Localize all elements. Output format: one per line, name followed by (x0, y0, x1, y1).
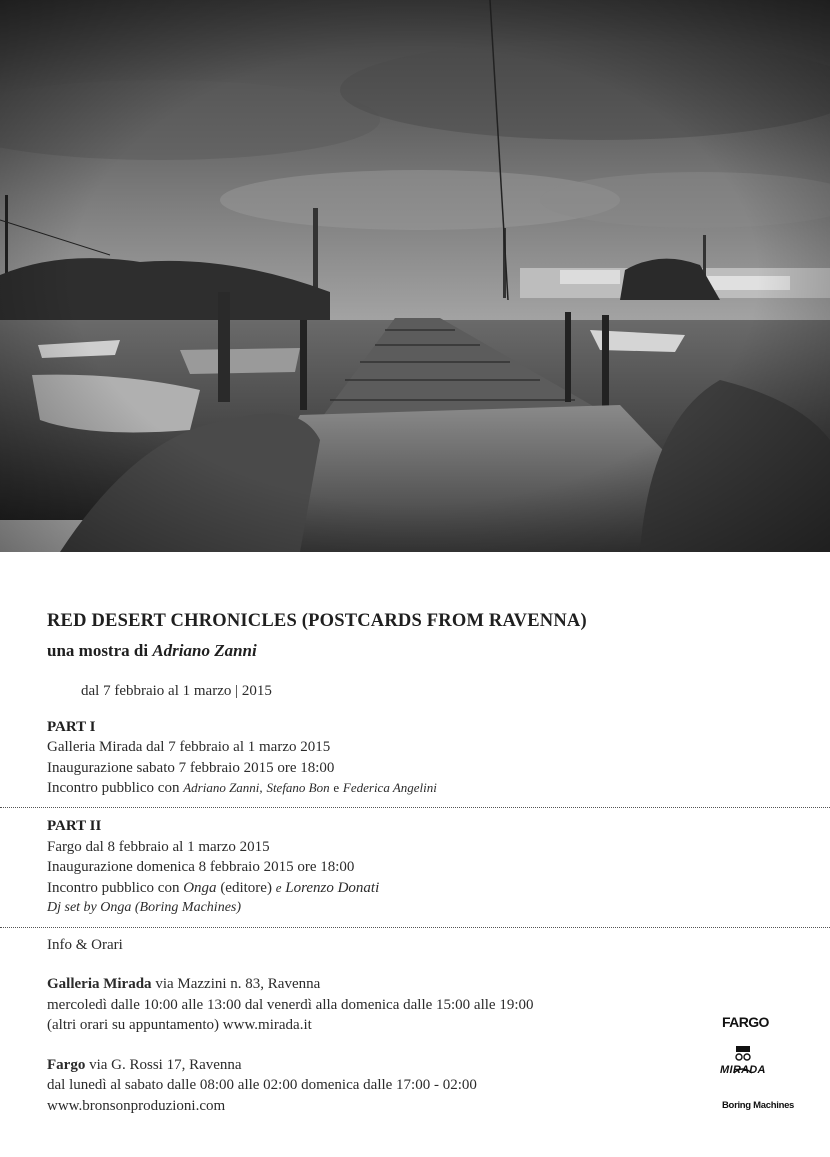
part1-line3-prefix: Incontro pubblico con (47, 780, 180, 796)
exhibition-title: RED DESERT CHRONICLES (POSTCARDS FROM RAVENNA) (47, 611, 587, 631)
mirada-logo-icon (718, 1043, 784, 1083)
part1-line1: Galleria Mirada dal 7 febbraio al 1 marzo 2015 (47, 739, 331, 755)
boring-machines-logo: Boring Machines (722, 1100, 795, 1111)
part2-line4: Dj set by Onga (Boring Machines) (47, 900, 242, 915)
venue1-extra: (altri orari su appuntamento) www.mirada.it (47, 1017, 312, 1033)
exhibition-subtitle (47, 641, 257, 661)
venue2-line (47, 1057, 242, 1074)
part2-line3-prefix: Incontro pubblico con (47, 880, 180, 896)
divider-1 (0, 807, 830, 808)
divider-2 (0, 927, 830, 928)
part2-name2: Lorenzo Donati (285, 880, 380, 896)
part1-heading: PART I (47, 719, 96, 735)
part2-role: (editore) (220, 880, 272, 896)
subtitle-prefix: una mostra di (47, 641, 149, 660)
mirada-logo-text: MIRADA (720, 1064, 766, 1076)
venue1-address: via Mazzini n. 83, Ravenna (155, 976, 321, 992)
part2-line1: Fargo dal 8 febbraio al 1 marzo 2015 (47, 839, 270, 855)
part1-name1: Adriano Zanni, (183, 780, 263, 795)
venue2-address: via G. Rossi 17, Ravenna (89, 1057, 242, 1073)
part1-line2: Inaugurazione sabato 7 febbraio 2015 ore 18:00 (47, 760, 335, 776)
part1-and: e (333, 780, 340, 795)
exhibition-dates: dal 7 febbraio al 1 marzo | 2015 (81, 683, 272, 699)
info-heading: Info & Orari (47, 937, 123, 953)
part2-and: e (275, 880, 282, 895)
venue2-name: Fargo (47, 1057, 86, 1073)
subtitle-author: Adriano Zanni (152, 641, 257, 660)
part2-name1: Onga (183, 880, 217, 896)
part1-line3 (47, 780, 437, 797)
venue1-name: Galleria Mirada (47, 976, 152, 992)
part1-name3: Federica Angelini (342, 780, 437, 795)
part2-heading: PART II (47, 818, 102, 834)
part1-name2: Stefano Bon (266, 780, 330, 795)
pier-landscape-photo (0, 0, 830, 552)
part2-line2: Inaugurazione domenica 8 febbraio 2015 ore 18:00 (47, 859, 355, 875)
venue1-hours: mercoledì dalle 10:00 alle 13:00 dal venerdì alla domenica dalle 15:00 alle 19:00 (47, 997, 534, 1013)
part2-line3 (47, 880, 379, 897)
venue2-hours: dal lunedì al sabato dalle 08:00 alle 02:00 domenica dalle 17:00 - 02:00 (47, 1077, 477, 1093)
hero-photo (0, 0, 830, 552)
venue2-site: www.bronsonproduzioni.com (47, 1098, 226, 1114)
fargo-logo: FARGO (722, 1014, 769, 1030)
venue1-line (47, 976, 320, 993)
